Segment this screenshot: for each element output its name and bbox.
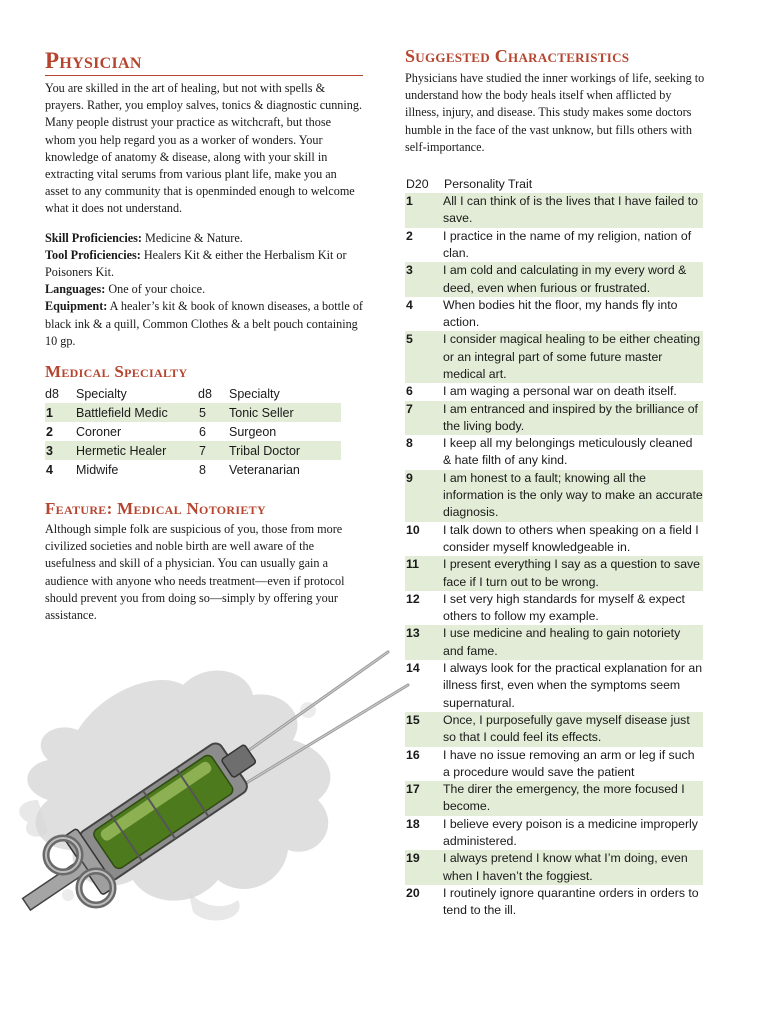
table-cell: 20 — [406, 885, 420, 900]
table-cell: 15 — [405, 712, 443, 747]
table-cell: 1 — [405, 193, 443, 228]
table-cell: I present everything I say as a question to save face if I turn out to be wrong. — [443, 556, 703, 591]
table-cell: 2 — [406, 228, 413, 243]
proficiency-item — [45, 281, 363, 298]
table-row — [45, 422, 341, 441]
table-row — [405, 816, 703, 851]
table-cell: 3 — [45, 441, 76, 460]
table-row — [405, 556, 703, 591]
table-row — [405, 781, 703, 816]
feature-paragraph: Although simple folk are suspicious of you, those from more civilized societies and noble birth are well aware of the usefulness and skill of a physician. You can usually gain a audience with anyone who needs treatment—even if protocol should prevent you from doing so—simply by offering your assistance. — [45, 522, 345, 623]
table-cell: 7 — [405, 401, 443, 436]
table-cell: 5 — [405, 331, 443, 383]
characteristics-intro: Physicians have studied the inner workings of life, seeking to understand how the body heals itself when afflicted by illness, injury, and disease. This study makes some doctors humble in the face of the vast unknow, but fills others with self-importance. — [405, 71, 705, 154]
table-cell: 6 — [199, 424, 206, 439]
personality-trait-table — [405, 174, 703, 919]
table-row — [45, 460, 341, 479]
table-cell: When bodies hit the floor, my hands fly into action. — [443, 297, 678, 330]
right-column — [405, 46, 705, 919]
table-cell: I always pretend I know what I’m doing, even when I haven’t the foggiest. — [443, 850, 703, 885]
table-row — [45, 403, 341, 422]
table-cell: 1 — [45, 403, 76, 422]
table-cell: I believe every poison is a medicine improperly administered. — [443, 816, 698, 848]
table-header: Specialty — [229, 386, 280, 401]
table-cell: 12 — [406, 591, 420, 606]
table-row — [405, 193, 703, 228]
table-cell: I am honest to a fault; knowing all the information is the only way to make an accurate diagnosis. — [443, 470, 703, 522]
proficiency-item — [45, 298, 363, 350]
table-cell: 3 — [405, 262, 443, 297]
table-cell: 11 — [405, 556, 443, 591]
proficiency-label: Tool Proficiencies: — [45, 247, 141, 262]
table-row — [405, 747, 703, 782]
proficiency-value: One of your choice. — [105, 282, 206, 297]
table-cell: 18 — [406, 816, 420, 831]
proficiency-item — [45, 247, 363, 281]
table-cell: I talk down to others when speaking on a field I consider myself knowledgeable in. — [443, 522, 699, 554]
intro-paragraph: You are skilled in the art of healing, but not with spells & prayers. Rather, you employ salves, tonics & diagnostic cunning. Many people distrust your practice as witchcraft, but those whom you help regard you as a worker of wonders. Your knowledge of anatomy & disease, along with your skill in extracting vital serums from various plant life, make you an asset to any community that is openminded enough to welcome what it does not understand. — [45, 81, 362, 216]
table-cell: I am waging a personal war on death itself. — [443, 384, 677, 399]
table-row — [405, 712, 703, 747]
table-cell: 7 — [198, 441, 229, 460]
specialty-table — [45, 384, 341, 479]
table-header: D20 — [406, 176, 429, 191]
table-cell: 13 — [405, 625, 443, 660]
table-cell: I routinely ignore quarantine orders in orders to tend to the ill. — [443, 885, 699, 918]
table-row — [405, 625, 703, 660]
table-cell: I always look for the practical explanation for an illness first, even when the symptoms seem supernatural. — [443, 661, 703, 710]
proficiency-list — [45, 230, 363, 350]
feature-heading: Feature: Medical Notoriety — [45, 499, 266, 519]
table-row — [405, 383, 703, 400]
table-cell: I keep all my belongings meticulously cleaned & hate filth of any kind. — [443, 436, 693, 468]
table-row — [405, 401, 703, 436]
table-row — [405, 435, 703, 470]
table-header-row — [45, 384, 341, 403]
table-cell: 4 — [46, 462, 53, 477]
proficiency-item — [45, 230, 363, 247]
table-cell: 6 — [406, 384, 413, 399]
table-header: d8 — [45, 386, 59, 401]
table-cell: 14 — [406, 661, 420, 676]
table-cell: Battlefield Medic — [76, 403, 198, 422]
characteristics-heading: Suggested Characteristics — [405, 46, 630, 66]
table-cell: All I can think of is the lives that I have failed to save. — [443, 193, 703, 228]
page-title: Physician — [45, 48, 363, 76]
proficiency-value: A healer’s kit & book of known diseases, a bottle of black ink & a quill, Common Clothes & a belt pouch containing 10 gp. — [45, 299, 363, 348]
table-cell: Once, I purposefully gave myself disease just so that I could feel its effects. — [443, 712, 703, 747]
table-row — [405, 850, 703, 885]
syringe-illustration — [8, 650, 418, 930]
table-row — [405, 228, 703, 263]
table-row — [405, 297, 703, 332]
proficiency-label: Languages: — [45, 282, 106, 297]
table-cell: Tribal Doctor — [229, 441, 341, 460]
table-cell: Coroner — [76, 424, 122, 439]
proficiency-label: Equipment: — [45, 299, 108, 314]
table-cell: 10 — [406, 522, 420, 537]
table-row — [405, 885, 703, 920]
table-cell: 8 — [406, 436, 413, 451]
table-cell: 17 — [405, 781, 443, 816]
table-row — [405, 470, 703, 522]
table-cell: I am entranced and inspired by the brilliance of the living body. — [443, 401, 703, 436]
table-cell: 19 — [405, 850, 443, 885]
table-cell: Veteranarian — [229, 462, 300, 477]
table-header: Personality Trait — [444, 176, 533, 191]
table-cell: I set very high standards for myself & expect others to follow my example. — [443, 591, 685, 624]
table-cell: I use medicine and healing to gain notoriety and fame. — [443, 625, 703, 660]
proficiency-value: Healers Kit & either the Herbalism Kit or Poisoners Kit. — [45, 247, 347, 280]
table-row — [405, 331, 703, 383]
table-header-row — [405, 174, 703, 193]
table-cell: 4 — [406, 297, 413, 312]
table-row — [405, 591, 703, 626]
table-cell: I practice in the name of my religion, nation of clan. — [443, 228, 692, 260]
table-cell: 5 — [198, 403, 229, 422]
specialty-heading: Medical Specialty — [45, 362, 188, 382]
table-cell: Surgeon — [229, 424, 277, 439]
table-cell: 8 — [199, 462, 206, 477]
table-cell: Hermetic Healer — [76, 441, 198, 460]
table-cell: 2 — [46, 424, 53, 439]
table-cell: Midwife — [76, 462, 119, 477]
table-row — [405, 522, 703, 557]
table-cell: Tonic Seller — [229, 403, 341, 422]
table-cell: I am cold and calculating in my every word & deed, even when furious or frustrated. — [443, 262, 703, 297]
left-column — [45, 48, 363, 624]
proficiency-value: Medicine & Nature. — [141, 230, 243, 245]
table-row — [405, 262, 703, 297]
table-cell: The direr the emergency, the more focused I become. — [443, 781, 703, 816]
table-cell: I have no issue removing an arm or leg if such a procedure would save the patient — [443, 747, 695, 779]
table-row — [405, 660, 703, 712]
table-cell: 16 — [406, 747, 420, 762]
table-header: d8 — [198, 386, 212, 401]
table-cell: I consider magical healing to be either cheating or an integral part of some future master medical art. — [443, 331, 703, 383]
table-header: Specialty — [76, 386, 127, 401]
table-row — [45, 441, 341, 460]
table-cell: 9 — [405, 470, 443, 522]
proficiency-label: Skill Proficiencies: — [45, 230, 142, 245]
